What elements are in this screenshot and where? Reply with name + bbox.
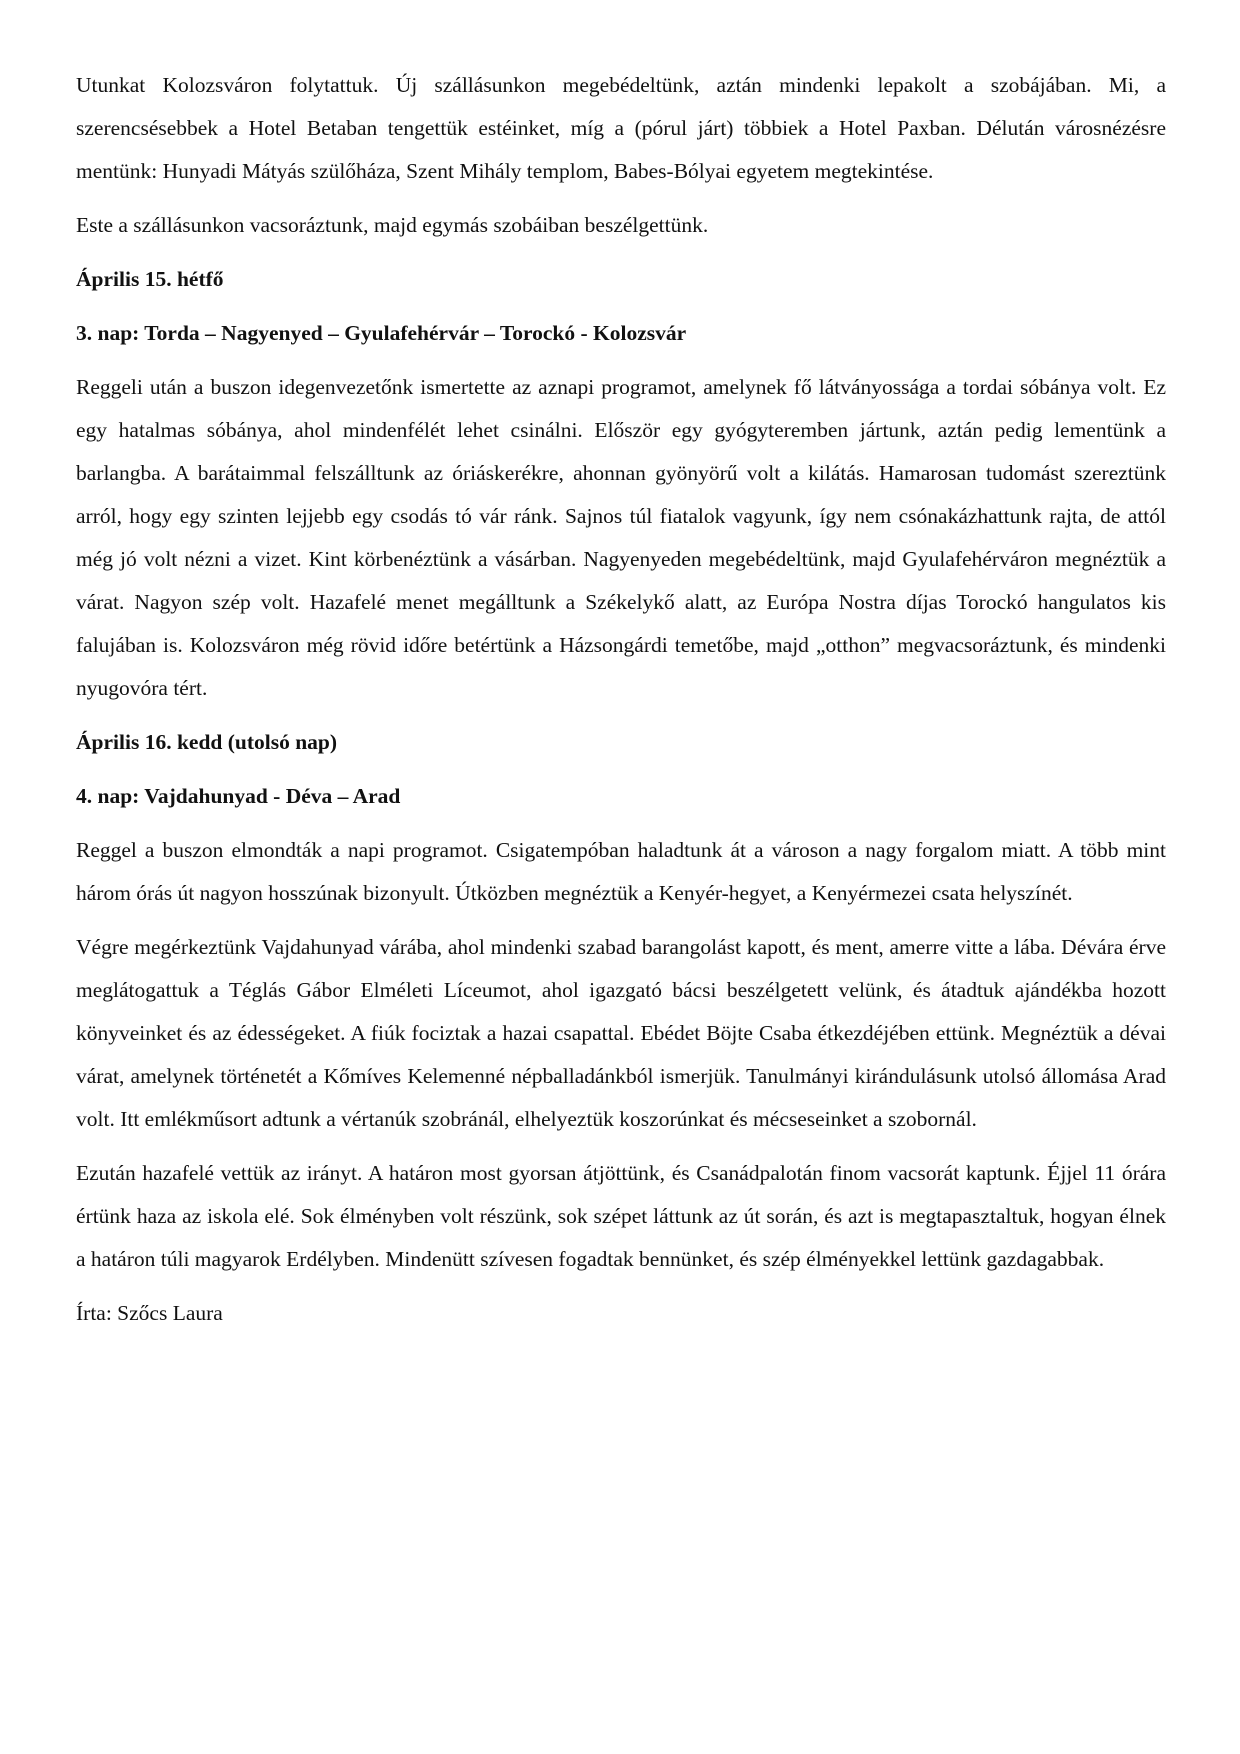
day4-paragraph-morning: Reggel a buszon elmondták a napi programot. Csigatempóban haladtunk át a városon a nagy forgalom miatt. A több mint három órás út nagyon hosszúnak bizonyult. Útközben megnéztük a Kenyér-hegyet, a Kenyérmezei csata helyszínét.: [76, 838, 1166, 905]
day4-paragraph-homecoming: Ezután hazafelé vettük az irányt. A határon most gyorsan átjöttünk, és Csanádpalotán finom vacsorát kaptunk. Éjjel 11 órára értünk haza az iskola elé. Sok élményben volt részünk, sok szépet láttunk az út során, és azt is megtapasztaltuk, hogyan élnek a határon túli magyarok Erdélyben. Mindenütt szívesen fogadtak bennünket, és szép élményekkel lettünk gazdagabbak.: [76, 1161, 1166, 1271]
day4-title-heading: 4. nap: Vajdahunyad - Déva – Arad: [76, 784, 401, 808]
author-signature: Írta: Szőcs Laura: [76, 1301, 223, 1325]
day4-paragraph-vajdahunyad-deva-arad: Végre megérkeztünk Vajdahunyad várába, ahol mindenki szabad barangolást kapott, és ment, amerre vitte a lába. Dévára érve meglátogattuk a Téglás Gábor Elméleti Líceumot, ahol igazgató bácsi beszélgetett velünk, és átadtuk ajándékba hozott könyveinket és az édességeket. A fiúk fociztak a hazai csapattal. Ebédet Böjte Csaba étkezdéjében ettünk. Megnéztük a dévai várat, amelynek történetét a Kőmíves Kelemenné népballadánkból ismerjük. Tanulmányi kirándulásunk utolsó állomása Arad volt. Itt emlékműsort adtunk a vértanúk szobránál, elhelyeztük koszorúnkat és mécseseinket a szobornál.: [76, 935, 1166, 1131]
paragraph-kolozsvar-arrival: Utunkat Kolozsváron folytattuk. Új szállásunkon megebédeltünk, aztán mindenki lepakolt a szobájában. Mi, a szerencsésebbek a Hotel Betaban tengettük estéinket, míg a (pórul járt) többiek a Hotel Paxban. Délután városnézésre mentünk: Hunyadi Mátyás szülőháza, Szent Mihály templom, Babes-Bólyai egyetem megtekintése.: [76, 73, 1166, 183]
document-page: [76, 64, 1166, 1335]
paragraph-evening: Este a szállásunkon vacsoráztunk, majd egymás szobáiban beszélgettünk.: [76, 213, 709, 237]
day3-title-heading: 3. nap: Torda – Nagyenyed – Gyulafehérvár – Torockó - Kolozsvár: [76, 321, 687, 345]
day3-paragraph: Reggeli után a buszon idegenvezetőnk ismertette az aznapi programot, amelynek fő látványossága a tordai sóbánya volt. Ez egy hatalmas sóbánya, ahol mindenfélét lehet csinálni. Először egy gyógyteremben jártunk, aztán pedig lementünk a barlangba. A barátaimmal felszálltunk az óriáskerékre, ahonnan gyönyörű volt a kilátás. Hamarosan tudomást szereztünk arról, hogy egy szinten lejjebb egy csodás tó vár ránk. Sajnos túl fiatalok vagyunk, így nem csónakázhattunk rajta, de attól még jó volt nézni a vizet. Kint körbenéztünk a vásárban. Nagyenyeden megebédeltünk, majd Gyulafehérváron megnéztük a várat. Nagyon szép volt. Hazafelé menet megálltunk a Székelykő alatt, az Európa Nostra díjas Torockó hangulatos kis falujában is. Kolozsváron még rövid időre betértünk a Házsongárdi temetőbe, majd „otthon” megvacsoráztunk, és mindenki nyugovóra tért.: [76, 375, 1166, 700]
day3-date-heading: Április 15. hétfő: [76, 267, 224, 291]
day4-date-heading: Április 16. kedd (utolsó nap): [76, 730, 338, 754]
